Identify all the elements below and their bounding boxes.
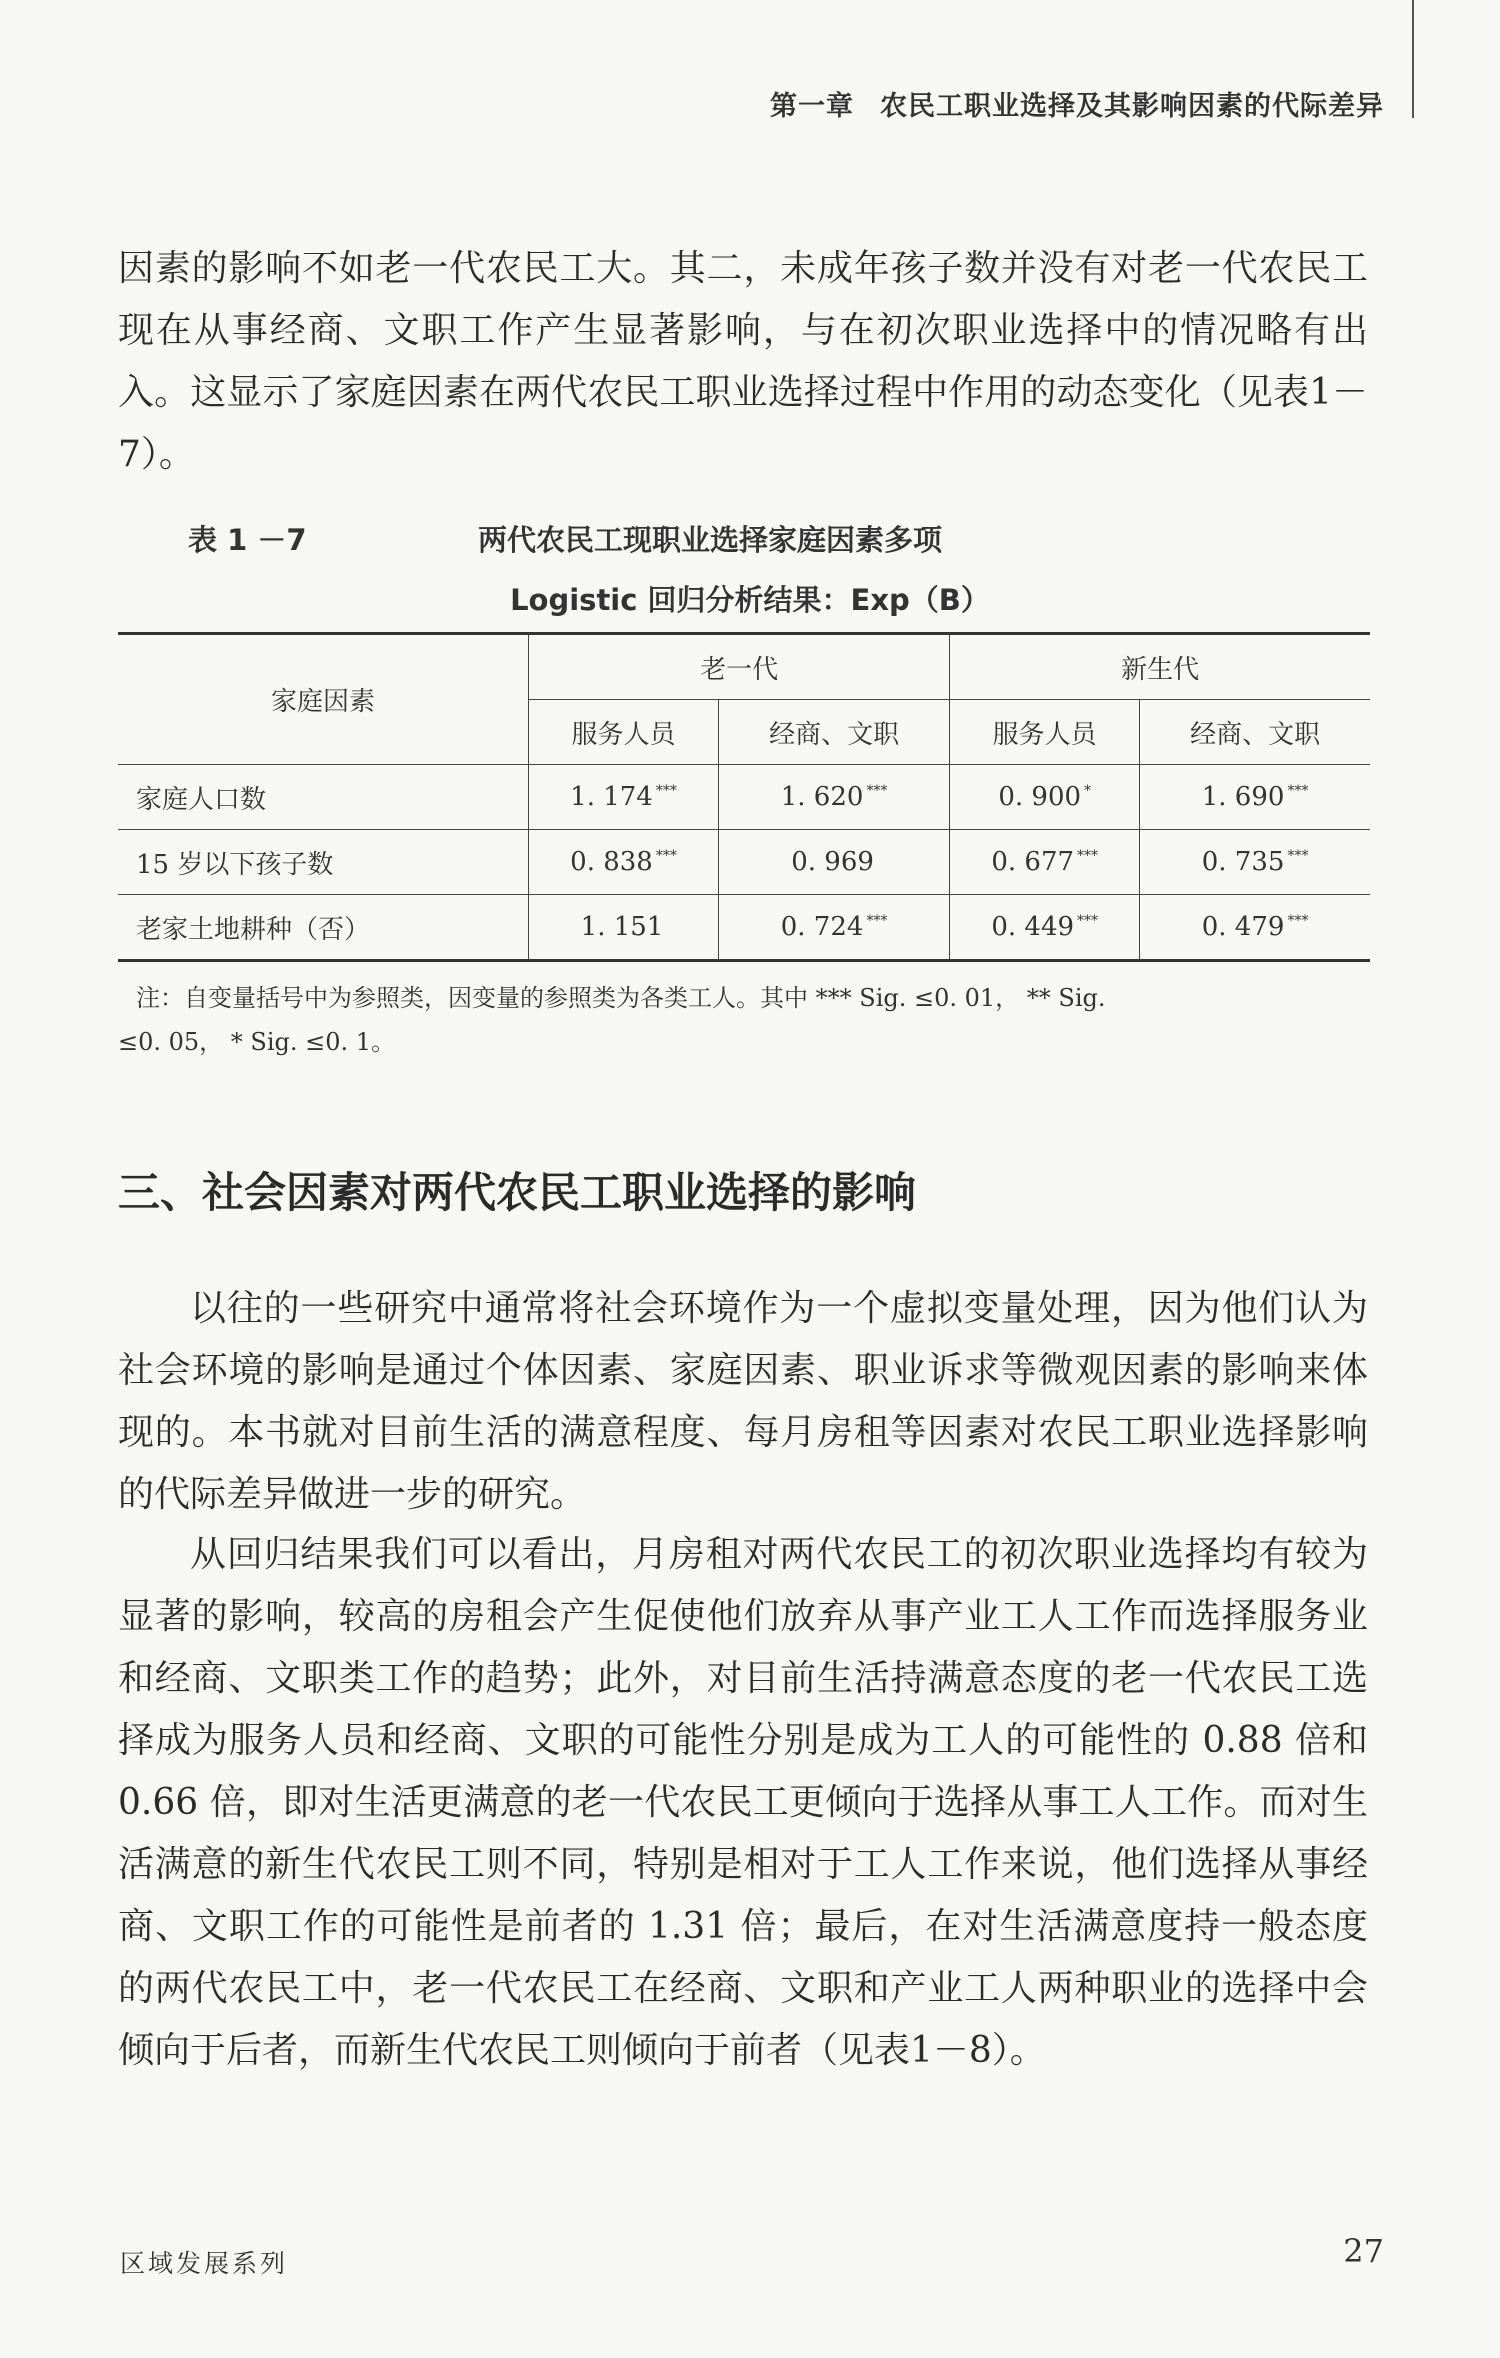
regression-table bbox=[118, 632, 1370, 962]
subheader-old-service: 服务人员 bbox=[529, 700, 719, 765]
section-heading: 三、社会因素对两代农民工职业选择的影响 bbox=[118, 1168, 917, 1217]
paragraph-1: 因素的影响不如老一代农民工大。其二，未成年孩子数并没有对老一代农民工现在从事经商、文职工作产生显著影响，与在初次职业选择中的情况略有出入。这显示了家庭因素在两代农民工职业选择过程中作用的动态变化（见表1－7）。 bbox=[118, 248, 1368, 475]
table-row bbox=[118, 765, 1370, 830]
factor-header: 家庭因素 bbox=[118, 634, 529, 765]
chapter-title: 农民工职业选择及其影响因素的代际差异 bbox=[880, 91, 1384, 122]
sig-mark: *** bbox=[1287, 913, 1309, 930]
page-edge-line bbox=[1412, 0, 1414, 118]
page-number: 27 bbox=[1343, 2232, 1384, 2270]
sig-mark: *** bbox=[866, 913, 888, 930]
table-note-line1: 注：自变量括号中为参照类，因变量的参照类为各类工人。其中 *** Sig. ≤0. 01， ** Sig. bbox=[136, 984, 1106, 1012]
subheader-new-service: 服务人员 bbox=[950, 700, 1140, 765]
table-cell: 0. 969 bbox=[719, 830, 950, 895]
group-header-new: 新生代 bbox=[950, 634, 1370, 700]
paragraph-3: 从回归结果我们可以看出，月房租对两代农民工的初次职业选择均有较为显著的影响，较高的房租会产生促使他们放弃从事产业工人工作而选择服务业和经商、文职类工作的趋势；此外，对目前生活持满意态度的老一代农民工选择成为服务人员和经商、文职的可能性分别是成为工人的可能性的 0.88 倍和 0.66 倍，即对生活更满意的老一代农民工更倾向于选择从事工人工作。而对生活满意的新生代农民工则不同，特别是相对于工人工作来说，他们选择从事经商、文职工作的可能性是前者的 1.31 倍；最后，在对生活满意度持一般态度的两代农民工中，老一代农民工在经商、文职和产业工人两种职业的选择中会倾向于后者，而新生代农民工则倾向于前者（见表1－8）。 bbox=[118, 1534, 1368, 2071]
sig-mark: *** bbox=[655, 848, 677, 865]
sig-mark: * bbox=[1084, 783, 1092, 800]
table-note bbox=[118, 976, 1372, 1064]
sig-mark: *** bbox=[1077, 848, 1099, 865]
row-label: 家庭人口数 bbox=[118, 765, 529, 830]
sig-mark: *** bbox=[866, 783, 888, 800]
subheader-new-business: 经商、文职 bbox=[1140, 700, 1370, 765]
table-cell: 1. 174 *** bbox=[529, 765, 719, 830]
table-cell: 0. 900 * bbox=[950, 765, 1140, 830]
table-cell: 0. 479 *** bbox=[1140, 895, 1370, 961]
table-cell: 1. 690 *** bbox=[1140, 765, 1370, 830]
subheader-old-business: 经商、文职 bbox=[719, 700, 950, 765]
table-cell: 1. 620 *** bbox=[719, 765, 950, 830]
row-label: 15 岁以下孩子数 bbox=[118, 830, 529, 895]
sig-mark: *** bbox=[1287, 848, 1309, 865]
series-name: 区域发展系列 bbox=[120, 2249, 289, 2278]
table-row bbox=[118, 895, 1370, 961]
table-caption: 表 1 －7 bbox=[188, 523, 307, 557]
sig-mark: *** bbox=[1077, 913, 1099, 930]
table-row bbox=[118, 830, 1370, 895]
chapter-label: 第一章 bbox=[770, 91, 854, 122]
paragraph-2: 以往的一些研究中通常将社会环境作为一个虚拟变量处理，因为他们认为社会环境的影响是通过个体因素、家庭因素、职业诉求等微观因素的影响来体现的。本书就对目前生活的满意程度、每月房租等因素对农民工职业选择影响的代际差异做进一步的研究。 bbox=[118, 1288, 1368, 1515]
table-cell: 0. 724 *** bbox=[719, 895, 950, 961]
table-cell: 0. 838 *** bbox=[529, 830, 719, 895]
table-cell: 0. 449 *** bbox=[950, 895, 1140, 961]
table-title-line1: 两代农民工现职业选择家庭因素多项 bbox=[478, 523, 943, 557]
row-label: 老家土地耕种（否） bbox=[118, 895, 529, 961]
table-title-line2: Logistic 回归分析结果：Exp（B） bbox=[510, 583, 990, 617]
table-note-line2: ≤0. 05， * Sig. ≤0. 1。 bbox=[118, 1028, 396, 1056]
running-header bbox=[770, 84, 1384, 123]
sig-mark: *** bbox=[1287, 783, 1309, 800]
table-cell: 0. 677 *** bbox=[950, 830, 1140, 895]
table-cell: 0. 735 *** bbox=[1140, 830, 1370, 895]
table-cell: 1. 151 bbox=[529, 895, 719, 961]
sig-mark: *** bbox=[655, 783, 677, 800]
group-header-old: 老一代 bbox=[529, 634, 950, 700]
